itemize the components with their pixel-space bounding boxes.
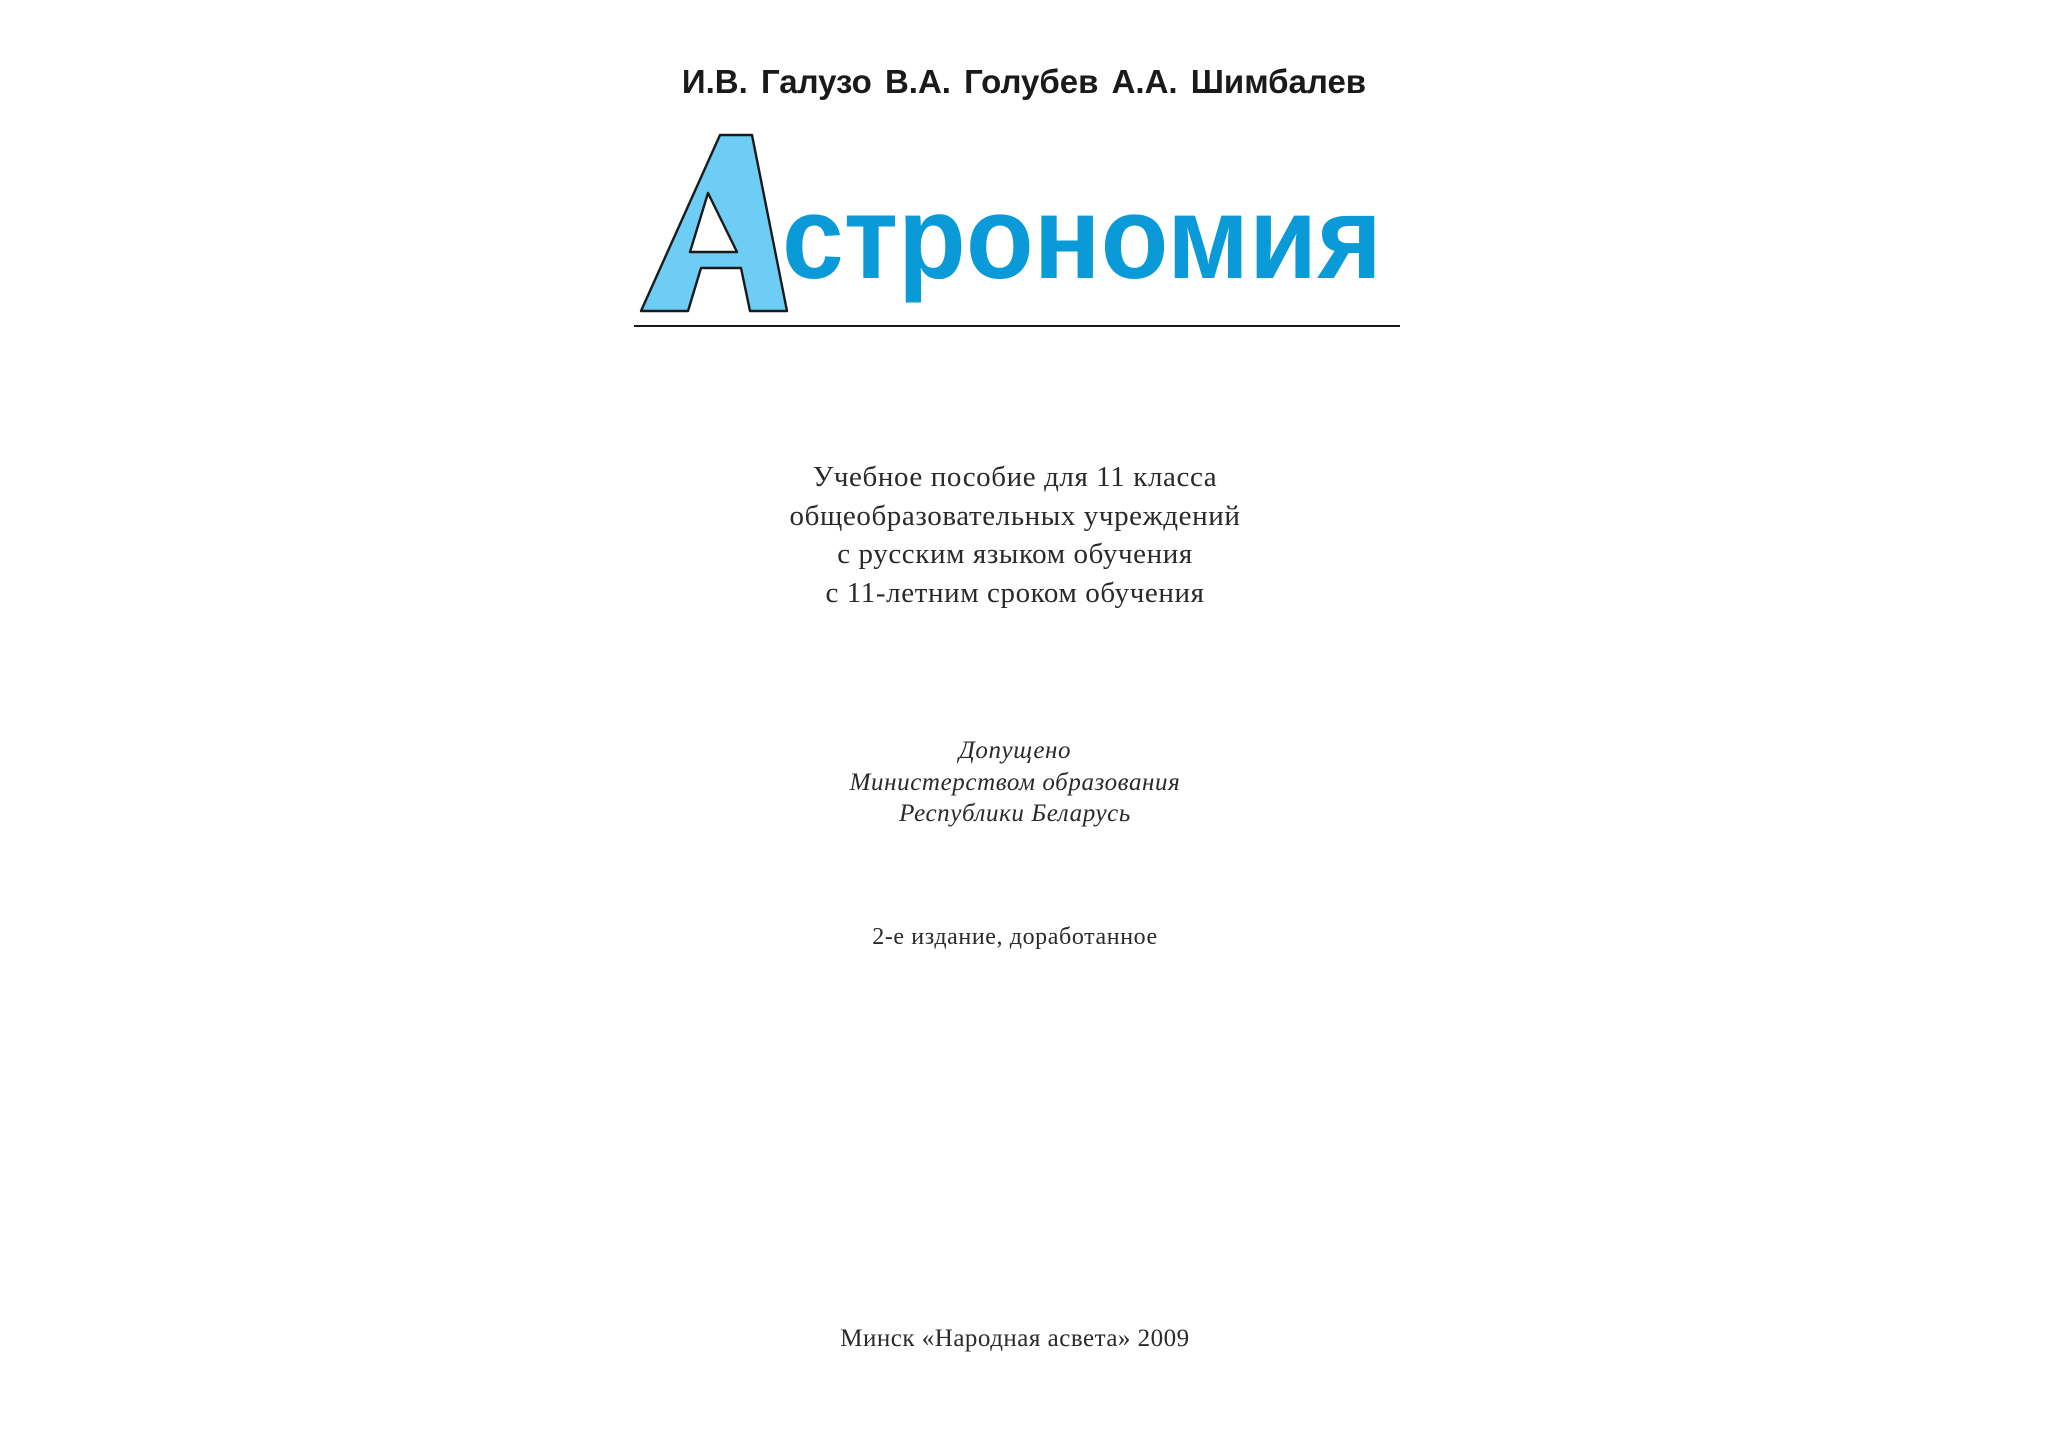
purpose-line: с русским языком обучения xyxy=(837,538,1193,570)
purpose-line: Учебное пособие для 11 класса xyxy=(812,461,1218,493)
purpose-line: с 11-летним сроком обучения xyxy=(825,576,1205,609)
approval-line: Министерством образования xyxy=(849,768,1181,796)
approval-note xyxy=(0,735,2030,830)
title-underline xyxy=(634,325,1400,327)
edition-note: 2-е издание, доработанное xyxy=(872,924,1158,950)
publisher-imprint: Минск «Народная асвета» 2009 xyxy=(840,1325,1190,1352)
approval-line: Республики Беларусь xyxy=(899,800,1131,827)
approval-line: Допущено xyxy=(958,737,1072,764)
book-purpose xyxy=(0,458,2030,612)
title-initial-letter xyxy=(641,135,787,311)
purpose-line: общеобразовательных учреждений xyxy=(789,499,1241,532)
title-rest-text: строномия xyxy=(782,172,1382,304)
book-title xyxy=(630,128,1410,328)
authors-line: И.В. Галузо В.А. Голубев А.А. Шимбалев xyxy=(681,63,1367,100)
book-title-graphic xyxy=(630,128,1410,328)
